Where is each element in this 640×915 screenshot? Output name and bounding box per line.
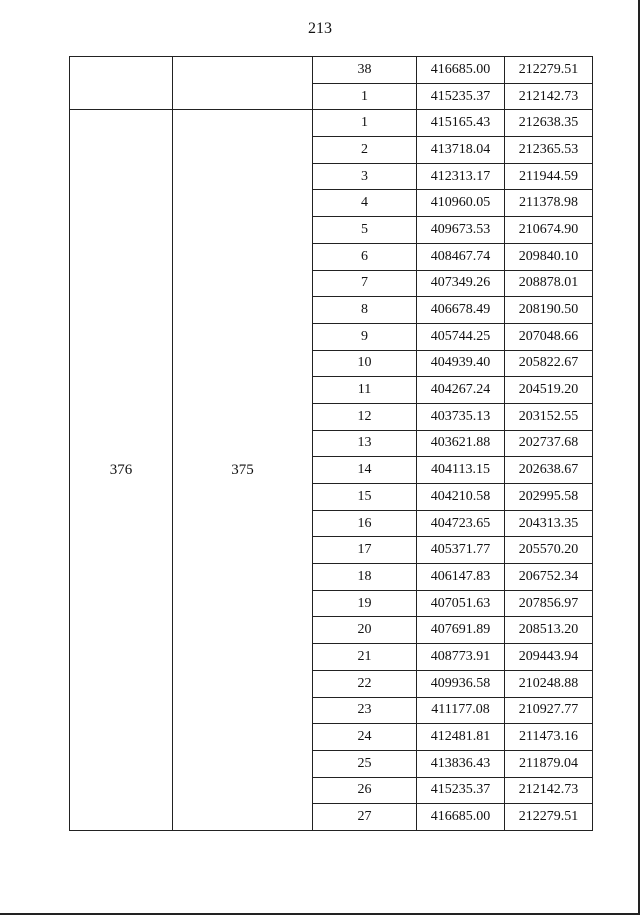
x-coordinate-cell: 404939.40 xyxy=(417,350,505,377)
point-number-cell: 19 xyxy=(313,590,417,617)
y-coordinate-cell: 203152.55 xyxy=(505,403,593,430)
point-number-cell: 21 xyxy=(313,644,417,671)
point-number-cell: 10 xyxy=(313,350,417,377)
x-coordinate-cell: 411177.08 xyxy=(417,697,505,724)
x-coordinate-cell: 404723.65 xyxy=(417,510,505,537)
y-coordinate-cell: 207856.97 xyxy=(505,590,593,617)
point-number-cell: 15 xyxy=(313,484,417,511)
y-coordinate-cell: 212638.35 xyxy=(505,110,593,137)
x-coordinate-cell: 403621.88 xyxy=(417,430,505,457)
x-coordinate-cell: 415235.37 xyxy=(417,777,505,804)
point-number-cell: 2 xyxy=(313,137,417,164)
point-number-cell: 5 xyxy=(313,217,417,244)
x-coordinate-cell: 407349.26 xyxy=(417,270,505,297)
point-number-cell: 14 xyxy=(313,457,417,484)
y-coordinate-cell: 202737.68 xyxy=(505,430,593,457)
y-coordinate-cell: 210927.77 xyxy=(505,697,593,724)
point-number-cell: 16 xyxy=(313,510,417,537)
y-coordinate-cell: 212365.53 xyxy=(505,137,593,164)
x-coordinate-cell: 406678.49 xyxy=(417,297,505,324)
y-coordinate-cell: 211473.16 xyxy=(505,724,593,751)
x-coordinate-cell: 413836.43 xyxy=(417,750,505,777)
x-coordinate-cell: 407051.63 xyxy=(417,590,505,617)
point-number-cell: 3 xyxy=(313,163,417,190)
point-number-cell: 4 xyxy=(313,190,417,217)
x-coordinate-cell: 404267.24 xyxy=(417,377,505,404)
page-number: 213 xyxy=(308,20,332,37)
point-number-cell: 1 xyxy=(313,110,417,137)
y-coordinate-cell: 207048.66 xyxy=(505,323,593,350)
y-coordinate-cell: 208513.20 xyxy=(505,617,593,644)
point-number-cell: 13 xyxy=(313,430,417,457)
point-number-cell: 38 xyxy=(313,57,417,84)
point-number-cell: 8 xyxy=(313,297,417,324)
point-number-cell: 1 xyxy=(313,83,417,110)
x-coordinate-cell: 408773.91 xyxy=(417,644,505,671)
y-coordinate-cell: 204313.35 xyxy=(505,510,593,537)
y-coordinate-cell: 212142.73 xyxy=(505,83,593,110)
point-number-cell: 26 xyxy=(313,777,417,804)
y-coordinate-cell: 202638.67 xyxy=(505,457,593,484)
point-number-cell: 11 xyxy=(313,377,417,404)
coordinates-table xyxy=(69,56,593,831)
x-coordinate-cell: 407691.89 xyxy=(417,617,505,644)
point-number-cell: 9 xyxy=(313,323,417,350)
point-number-cell: 22 xyxy=(313,670,417,697)
x-coordinate-cell: 408467.74 xyxy=(417,243,505,270)
x-coordinate-cell: 409936.58 xyxy=(417,670,505,697)
y-coordinate-cell: 209443.94 xyxy=(505,644,593,671)
group-code-cell xyxy=(173,57,313,110)
point-number-cell: 25 xyxy=(313,750,417,777)
group-number-cell xyxy=(70,57,173,110)
y-coordinate-cell: 210674.90 xyxy=(505,217,593,244)
group-code-cell: 375 xyxy=(173,110,313,831)
x-coordinate-cell: 406147.83 xyxy=(417,564,505,591)
table-row xyxy=(70,57,593,84)
x-coordinate-cell: 416685.00 xyxy=(417,57,505,84)
point-number-cell: 12 xyxy=(313,403,417,430)
table-row xyxy=(70,110,593,137)
x-coordinate-cell: 415165.43 xyxy=(417,110,505,137)
point-number-cell: 17 xyxy=(313,537,417,564)
point-number-cell: 18 xyxy=(313,564,417,591)
y-coordinate-cell: 211378.98 xyxy=(505,190,593,217)
point-number-cell: 23 xyxy=(313,697,417,724)
point-number-cell: 7 xyxy=(313,270,417,297)
y-coordinate-cell: 208878.01 xyxy=(505,270,593,297)
y-coordinate-cell: 202995.58 xyxy=(505,484,593,511)
y-coordinate-cell: 205570.20 xyxy=(505,537,593,564)
point-number-cell: 27 xyxy=(313,804,417,831)
point-number-cell: 24 xyxy=(313,724,417,751)
y-coordinate-cell: 209840.10 xyxy=(505,243,593,270)
coordinates-table-body xyxy=(70,57,593,831)
y-coordinate-cell: 205822.67 xyxy=(505,350,593,377)
point-number-cell: 20 xyxy=(313,617,417,644)
group-number-cell: 376 xyxy=(70,110,173,831)
point-number-cell: 6 xyxy=(313,243,417,270)
x-coordinate-cell: 404210.58 xyxy=(417,484,505,511)
x-coordinate-cell: 405371.77 xyxy=(417,537,505,564)
y-coordinate-cell: 210248.88 xyxy=(505,670,593,697)
y-coordinate-cell: 206752.34 xyxy=(505,564,593,591)
x-coordinate-cell: 412481.81 xyxy=(417,724,505,751)
x-coordinate-cell: 410960.05 xyxy=(417,190,505,217)
x-coordinate-cell: 415235.37 xyxy=(417,83,505,110)
x-coordinate-cell: 416685.00 xyxy=(417,804,505,831)
x-coordinate-cell: 409673.53 xyxy=(417,217,505,244)
y-coordinate-cell: 212142.73 xyxy=(505,777,593,804)
y-coordinate-cell: 204519.20 xyxy=(505,377,593,404)
y-coordinate-cell: 212279.51 xyxy=(505,804,593,831)
y-coordinate-cell: 212279.51 xyxy=(505,57,593,84)
x-coordinate-cell: 405744.25 xyxy=(417,323,505,350)
y-coordinate-cell: 211944.59 xyxy=(505,163,593,190)
x-coordinate-cell: 412313.17 xyxy=(417,163,505,190)
y-coordinate-cell: 208190.50 xyxy=(505,297,593,324)
y-coordinate-cell: 211879.04 xyxy=(505,750,593,777)
x-coordinate-cell: 404113.15 xyxy=(417,457,505,484)
x-coordinate-cell: 403735.13 xyxy=(417,403,505,430)
x-coordinate-cell: 413718.04 xyxy=(417,137,505,164)
